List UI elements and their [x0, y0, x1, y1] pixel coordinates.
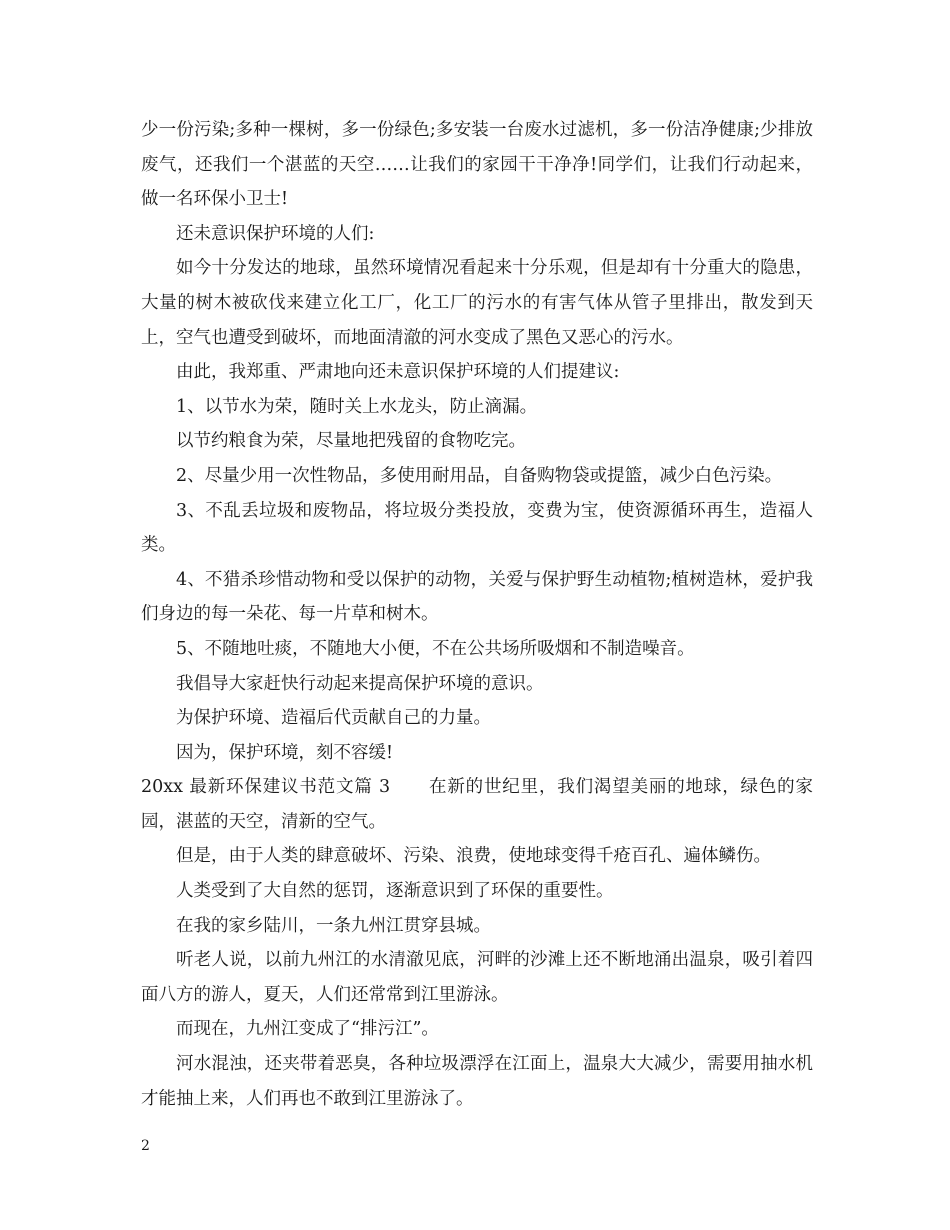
paragraph: 2、尽量少用一次性物品，多使用耐用品，自备购物袋或提篮，减少白色污染。 [176, 465, 783, 486]
paragraph: 4、不猎杀珍惜动物和受以保护的动物，关爱与保护野生动植物;植树造林，爱护我们身边的每一朵花、每一片草和树木。 [141, 569, 813, 625]
section-title: 20xx 最新环保建议书范文篇 3 [141, 777, 391, 798]
section-heading-paragraph [141, 770, 813, 839]
paragraph: 3、不乱丢垃圾和废物品，将垃圾分类投放，变费为宝，使资源循环再生，造福人类。 [141, 500, 813, 556]
paragraph: 由此，我郑重、严肃地向还未意识保护环境的人们提建议: [176, 362, 620, 383]
section-intro-text: 在新的世纪里，我们渴望美丽的地球，绿色的家园，湛蓝的天空，清新的空气。 [141, 777, 814, 832]
paragraph: 1、以节水为荣，随时关上水龙头，防止滴漏。 [176, 396, 538, 417]
paragraph: 而现在，九州江变成了“排污江”。 [176, 1019, 439, 1040]
paragraph: 少一份污染;多种一棵树，多一份绿色;多安装一台废水过滤机，多一份洁净健康;少排放废气，还我们一个湛蓝的天空……让我们的家园干干净净!同学们，让我们行动起来，做一名环保小卫士! [141, 120, 813, 210]
paragraph: 因为，保护环境，刻不容缓! [176, 742, 394, 763]
paragraph: 听老人说，以前九州江的水清澈见底，河畔的沙滩上还不断地涌出温泉，吸引着四面八方的游人，夏天，人们还常常到江里游泳。 [141, 950, 813, 1005]
paragraph: 如今十分发达的地球，虽然环境情况看起来十分乐观，但是却有十分重大的隐患，大量的树木被砍伐来建立化工厂，化工厂的污水的有害气体从管子里排出，散发到天上，空气也遭受到破坏，而地面清澈的河水变成了黑色又恶心的污水。 [141, 258, 813, 348]
paragraph: 人类受到了大自然的惩罚，逐渐意识到了环保的重要性。 [176, 881, 614, 902]
document-body [141, 113, 813, 1116]
paragraph: 还未意识保护环境的人们: [176, 223, 375, 244]
paragraph: 以节约粮食为荣，尽量地把残留的食物吃完。 [176, 431, 526, 452]
paragraph: 我倡导大家赶快行动起来提高保护环境的意识。 [176, 673, 544, 694]
paragraph: 河水混浊，还夹带着恶臭，各种垃圾漂浮在江面上，温泉大大减少，需要用抽水机才能抽上来，人们再也不敢到江里游泳了。 [141, 1054, 813, 1109]
page-number: 2 [141, 1138, 150, 1154]
paragraph: 5、不随地吐痰，不随地大小便，不在公共场所吸烟和不制造噪音。 [176, 638, 695, 659]
paragraph: 为保护环境、造福后代贡献自己的力量。 [176, 708, 491, 729]
paragraph: 但是，由于人类的肆意破坏、污染、浪费，使地球变得千疮百孔、遍体鳞伤。 [176, 846, 771, 867]
paragraph: 在我的家乡陆川，一条九州江贯穿县城。 [176, 915, 491, 936]
